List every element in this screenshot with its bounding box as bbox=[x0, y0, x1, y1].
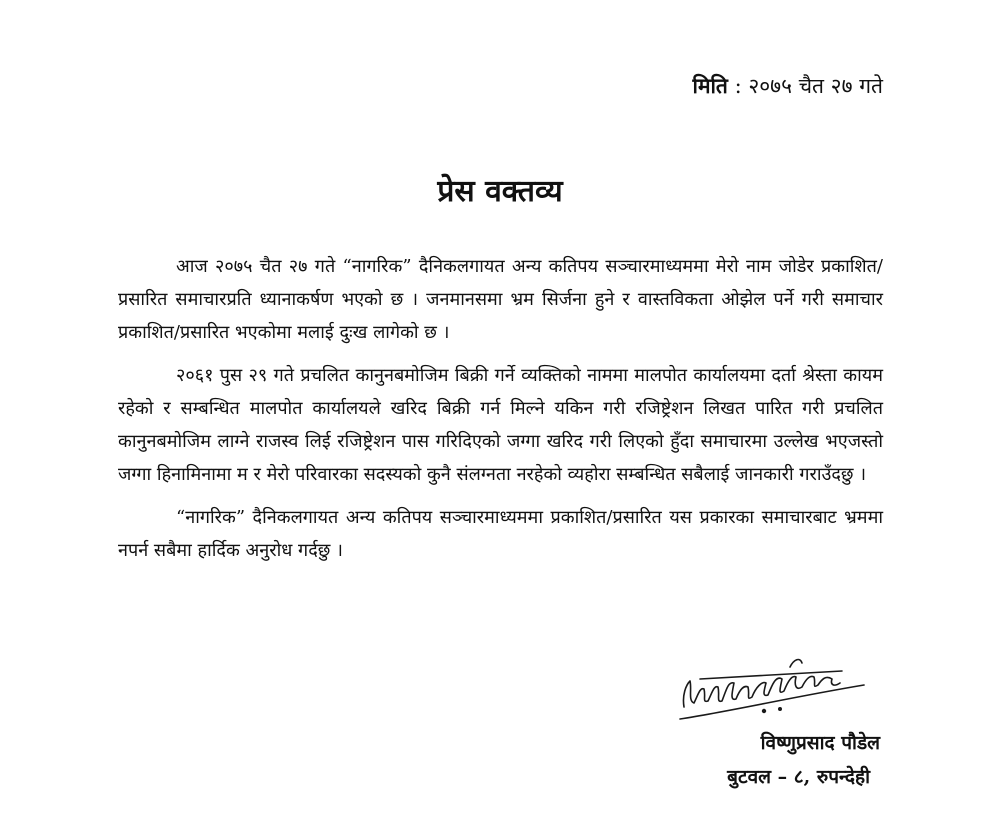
date-label: मिति bbox=[692, 73, 728, 98]
signatory-name: विष्णुप्रसाद पौडेल bbox=[760, 732, 880, 754]
statement-body bbox=[118, 250, 883, 577]
document-title: प्रेस वक्तव्य bbox=[437, 174, 563, 209]
paragraph-1: आज २०७५ चैत २७ गते “नागरिक” दैनिकलगायत अन्य कतिपय सञ्चारमाध्यममा मेरो नाम जोडेर प्रकाशित/प्रसारित समाचारप्रति ध्यानाकर्षण भएको छ । जनमानसमा भ्रम सिर्जना हुने र वास्तविकता ओझेल पर्ने गरी समाचार प्रकाशित/प्रसारित भएकोमा मलाई दुःख लागेको छ । bbox=[118, 256, 883, 343]
signatory-address: बुटवल – ८, रुपन्देही bbox=[727, 766, 870, 788]
date-line bbox=[693, 72, 884, 100]
handwritten-signature bbox=[672, 645, 872, 725]
paragraph-3: “नागरिक” दैनिकलगायत अन्य कतिपय सञ्चारमाध्यममा प्रकाशित/प्रसारित यस प्रकारका समाचारबाट भ्रममा नपर्न सबैमा हार्दिक अनुरोध गर्दछु । bbox=[118, 507, 883, 561]
date-separator: : bbox=[727, 74, 749, 98]
paragraph-2: २०६१ पुस २९ गते प्रचलित कानुनबमोजिम बिक्री गर्ने व्यक्तिको नाममा मालपोत कार्यालयमा दर्ता श्रेस्ता कायम रहेको र सम्बन्धित मालपोत कार्यालयले खरिद बिक्री गर्न मिल्ने यकिन गरी रजिष्ट्रेशन लिखत पारित गरी प्रचलित कानुनबमोजिम लाग्ने राजस्व लिई रजिष्ट्रेशन पास गरिदिएको जग्गा खरिद गरी लिएको हुँदा समाचारमा उल्लेख भएजस्तो जग्गा हिनामिनामा म र मेरो परिवारका सदस्यको कुनै संलग्नता नरहेको व्यहोरा सम्बन्धित सबैलाई जानकारी गराउँदछु । bbox=[118, 365, 883, 485]
date-value: २०७५ चैत २७ गते bbox=[748, 74, 883, 98]
